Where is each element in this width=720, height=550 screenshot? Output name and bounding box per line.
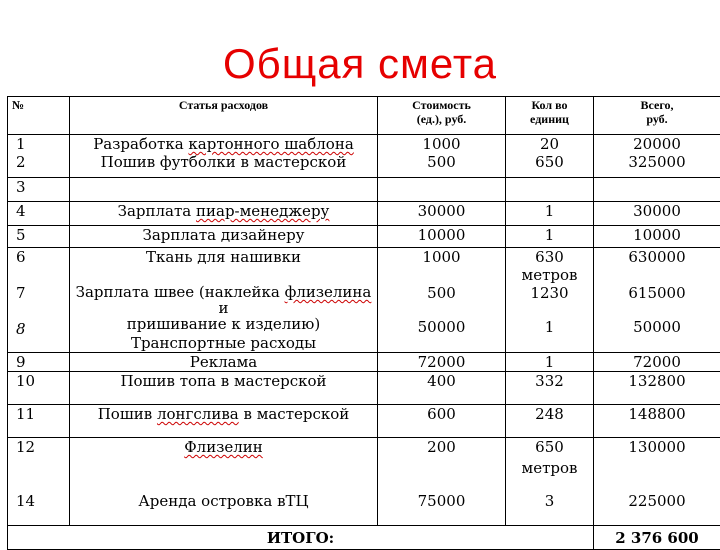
total-label: ИТОГО: <box>8 526 594 550</box>
cost-cell: 1000 500 <box>378 135 506 178</box>
table-row <box>8 405 720 438</box>
total-cell: 20000 325000 <box>594 135 720 178</box>
table-row <box>8 438 720 526</box>
table-row <box>8 248 720 353</box>
qty-cell: 20 650 <box>506 135 594 178</box>
budget-table <box>7 96 720 550</box>
row-number-cell: 6 7 8 <box>8 248 70 353</box>
row-number-cell: 10 <box>8 372 70 405</box>
header-number: № <box>8 97 70 135</box>
qty-cell: 248 <box>506 405 594 438</box>
item-cell: Реклама <box>70 353 378 372</box>
total-cell <box>594 178 720 202</box>
total-cell: 132800 <box>594 372 720 405</box>
cost-cell: 200 75000 <box>378 438 506 526</box>
qty-cell: 1 <box>506 353 594 372</box>
item-cell: Пошив лонгслива в мастерской <box>70 405 378 438</box>
table-row <box>8 135 720 178</box>
item-cell: Ткань для нашивки Зарплата швее (наклейка флизелина и пришивание к изделию) Транспортные расходы <box>70 248 378 353</box>
item-cell: Флизелин Аренда островка вТЦ <box>70 438 378 526</box>
header-cost: Стоимость (ед.), руб. <box>378 97 506 135</box>
total-cell: 130000 225000 <box>594 438 720 526</box>
cost-cell: 72000 <box>378 353 506 372</box>
row-number-cell: 11 <box>8 405 70 438</box>
cost-cell: 600 <box>378 405 506 438</box>
cost-cell: 1000 500 50000 <box>378 248 506 353</box>
cost-cell: 400 <box>378 372 506 405</box>
total-cell: 630000 615000 50000 <box>594 248 720 353</box>
total-cell: 72000 <box>594 353 720 372</box>
table-footer-row <box>8 526 720 550</box>
header-qty: Кол во единиц <box>506 97 594 135</box>
table-row <box>8 372 720 405</box>
row-number-cell: 9 <box>8 353 70 372</box>
table-row <box>8 178 720 202</box>
qty-cell: 630 метров 1230 1 <box>506 248 594 353</box>
qty-cell: 1 <box>506 202 594 226</box>
table-row <box>8 202 720 226</box>
qty-cell: 332 <box>506 372 594 405</box>
total-cell: 10000 <box>594 226 720 248</box>
page-title: Общая смета <box>0 40 720 88</box>
cost-cell: 10000 <box>378 226 506 248</box>
qty-cell: 650 метров 3 <box>506 438 594 526</box>
table-header-row <box>8 97 720 135</box>
item-cell: Пошив топа в мастерской <box>70 372 378 405</box>
cost-cell: 30000 <box>378 202 506 226</box>
row-number-cell: 1 2 <box>8 135 70 178</box>
grand-total: 2 376 600 <box>594 526 720 550</box>
row-number-cell: 4 <box>8 202 70 226</box>
row-number-cell: 3 <box>8 178 70 202</box>
table-row <box>8 226 720 248</box>
item-cell: Зарплата дизайнеру <box>70 226 378 248</box>
total-cell: 148800 <box>594 405 720 438</box>
header-total: Всего, руб. <box>594 97 720 135</box>
qty-cell <box>506 178 594 202</box>
item-cell: Разработка картонного шаблона Пошив футболки в мастерской <box>70 135 378 178</box>
row-number-cell: 12 14 <box>8 438 70 526</box>
table-row <box>8 353 720 372</box>
row-number-cell: 5 <box>8 226 70 248</box>
cost-cell <box>378 178 506 202</box>
qty-cell: 1 <box>506 226 594 248</box>
total-cell: 30000 <box>594 202 720 226</box>
header-item: Статья расходов <box>70 97 378 135</box>
item-cell <box>70 178 378 202</box>
item-cell: Зарплата пиар-менеджеру <box>70 202 378 226</box>
